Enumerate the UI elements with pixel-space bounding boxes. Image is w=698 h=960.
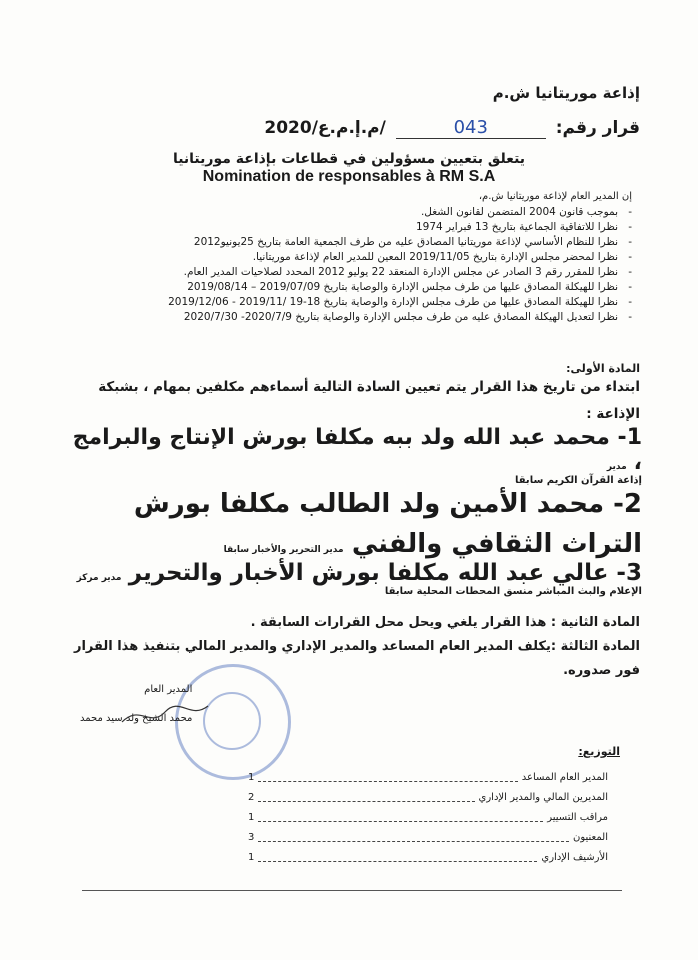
signature-scribble bbox=[120, 700, 210, 730]
official-stamp-inner bbox=[203, 692, 261, 750]
distribution-count: 1 bbox=[248, 812, 255, 823]
considerations-list bbox=[72, 205, 632, 325]
article1-text: ابتداء من تاريخ هذا القرار يتم تعيين السادة التالية أسماءهم مكلفين بمهام ، بشبكة الإذاعة : bbox=[98, 379, 640, 422]
article1-label: المادة الأولى: bbox=[566, 362, 640, 375]
distribution-row bbox=[248, 768, 608, 788]
article3: المادة الثالثة :يكلف المدير العام المساعد والمدير الإداري والمدير المالي بتنفيذ هذا القرار فور صدوره. bbox=[73, 639, 640, 678]
appointment-1 bbox=[62, 425, 642, 486]
distribution-label: المعنيون bbox=[573, 832, 608, 843]
consideration-item: - نظرا للهيكلة المصادق عليها من طرف مجلس الإدارة والوصاية بتاريخ 2019/07/09 – 2019/08/14 bbox=[72, 280, 632, 295]
consideration-item: - نظرا لتعديل الهيكلة المصادق عليه من طرف مجلس الإدارة والوصاية بتاريخ 2020/7/9- 2020/7/30 bbox=[72, 310, 632, 325]
appointment-previous: مدير مركز bbox=[76, 573, 122, 583]
distribution-count: 3 bbox=[248, 832, 255, 843]
consideration-item: - نظرا للمقرر رقم 3 الصادر عن مجلس الإدارة المنعقد 22 يوليو 2012 المحدد لصلاحيات المدير العام. bbox=[72, 265, 632, 280]
appointment-previous: مدير التحرير والأخبار سابقا bbox=[223, 545, 344, 555]
decree-number: 043 bbox=[396, 117, 546, 139]
intro-line: إن المدير العام لإذاعة موريتانيا ش.م، bbox=[478, 191, 632, 202]
appointment-3 bbox=[62, 560, 642, 597]
leader-dashes bbox=[258, 768, 517, 782]
distribution-count: 1 bbox=[248, 852, 255, 863]
distribution-list bbox=[248, 768, 608, 868]
signer-title: المدير العام bbox=[144, 684, 193, 695]
appointment-previous-cont: إذاعة القرآن الكريم سابقا bbox=[514, 475, 642, 486]
distribution-label: المدير العام المساعد bbox=[521, 772, 608, 783]
distribution-count: 1 bbox=[248, 772, 255, 783]
distribution-row bbox=[248, 828, 608, 848]
signer-name: محمد الشيخ ولد سيد محمد bbox=[80, 713, 193, 724]
consideration-item: - نظرا للهيكلة المصادق عليها من طرف مجلس الإدارة والوصاية بتاريخ 18-19 /2019/11 - 2019/12/06 bbox=[72, 295, 632, 310]
leader-dashes bbox=[258, 828, 569, 842]
subject-arabic: يتعلق بتعيين مسؤولين في قطاعات بإذاعة موريتانيا bbox=[172, 151, 526, 167]
consideration-item: - نظرا للاتفاقية الجماعية بتاريخ 13 فبراير 1974 bbox=[72, 220, 632, 235]
appointment-previous-cont: الإعلام والبث المباشر منسق المحطات المحلية سابقا bbox=[384, 586, 642, 597]
distribution-label: المديرين المالي والمدير الإداري bbox=[478, 792, 608, 803]
appointment-name: 2- محمد الأمين ولد الطالب مكلفا بورش التراث الثقافي والفني bbox=[133, 489, 642, 559]
consideration-item: - نظرا للنظام الأساسي لإذاعة موريتانيا المصادق عليه من طرف الجمعية العامة بتاريخ 25يونيو2012 bbox=[72, 235, 632, 250]
distribution-label: الأرشيف الإداري bbox=[541, 852, 608, 863]
distribution-row bbox=[248, 808, 608, 828]
leader-dashes bbox=[258, 808, 543, 822]
leader-dashes bbox=[258, 788, 474, 802]
distribution-count: 2 bbox=[248, 792, 255, 803]
appointment-2 bbox=[62, 484, 642, 570]
footer-rule bbox=[82, 890, 622, 891]
leader-dashes bbox=[258, 848, 537, 862]
organization-name: إذاعة موريتانيا ش.م bbox=[492, 84, 640, 102]
consideration-item: - بموجب قانون 2004 المتضمن لقانون الشغل. bbox=[72, 205, 632, 220]
distribution-title: التوزيع: bbox=[578, 745, 620, 758]
appointment-name: 3- عالي عبد الله مكلفا بورش الأخبار والتحرير bbox=[128, 560, 642, 586]
decree-label: قرار رقم: bbox=[555, 118, 640, 138]
distribution-label: مراقب التسيير bbox=[547, 812, 608, 823]
decree-number-line bbox=[264, 117, 640, 139]
subject-french: Nomination de responsables à RM S.A bbox=[202, 168, 496, 185]
article2: المادة الثانية : هذا القرار يلغي ويحل محل القرارات السابقة . bbox=[250, 615, 640, 630]
appointment-name: 1- محمد عبد الله ولد ببه مكلفا بورش الإنتاج والبرامج ، bbox=[72, 425, 642, 475]
consideration-item: - نظرا لمحضر مجلس الإدارة بتاريخ 2019/11/05 المعين للمدير العام لإذاعة موريتانيا. bbox=[72, 250, 632, 265]
distribution-row bbox=[248, 848, 608, 868]
distribution-row bbox=[248, 788, 608, 808]
appointment-previous: مدير bbox=[606, 462, 627, 472]
decree-suffix: /م.إ.م.ع/2020 bbox=[264, 118, 386, 138]
